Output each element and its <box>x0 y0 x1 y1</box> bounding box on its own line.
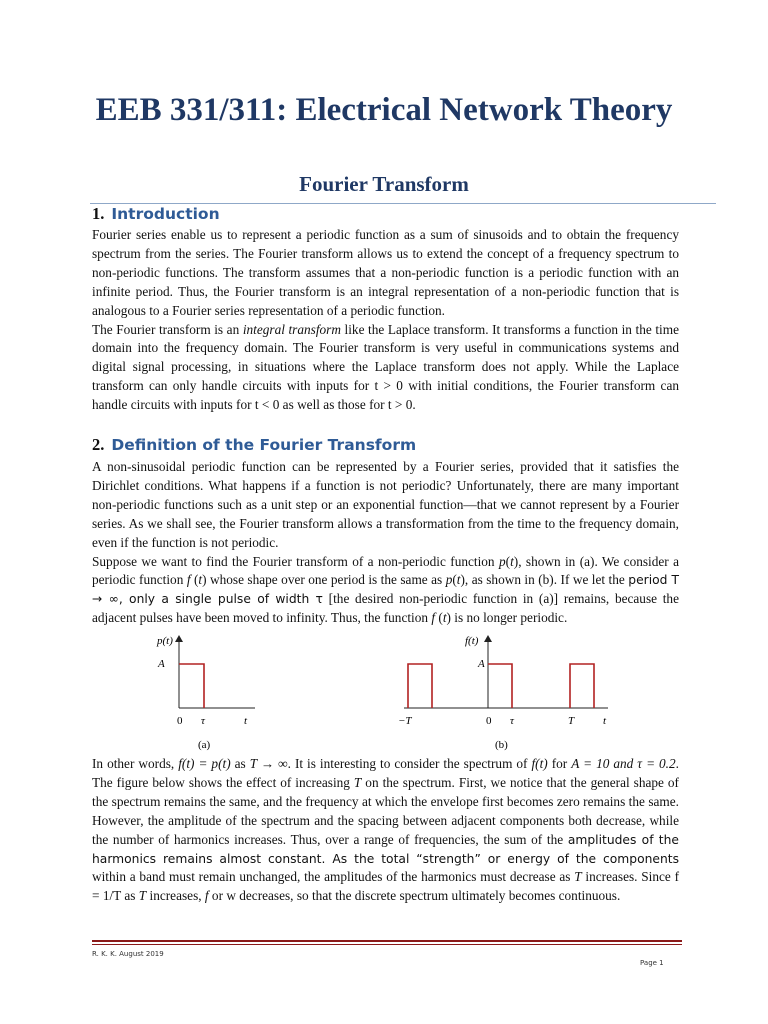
definition-body <box>92 458 679 628</box>
math-text: f(t) = p(t) <box>178 756 231 771</box>
math-text: T <box>574 869 582 885</box>
section-number: 2. <box>92 435 105 454</box>
text-run: or w decreases, so that the discrete spectrum ultimately becomes continuous. <box>208 888 621 904</box>
math-text: f <box>431 610 436 626</box>
section-heading-definition <box>92 435 416 455</box>
figure-a <box>156 635 255 751</box>
text-run: [the desired non-periodic function in (a)] remains, because the adjacent pulses have been moved to infinity. Thus, the function <box>92 591 679 626</box>
ylabel-f-of-t: f(t) <box>465 635 479 647</box>
text-run: as <box>230 756 250 771</box>
section-number: 1. <box>92 204 105 223</box>
xlabel-t: t <box>244 715 248 727</box>
document-subtitle: Fourier Transform <box>299 172 469 196</box>
footer-divider <box>92 940 682 942</box>
caption-a: (a) <box>198 739 211 751</box>
tick-tau: τ <box>201 715 205 727</box>
text-run: ( <box>190 572 199 588</box>
footer-author: R. K. K. August 2019 <box>92 950 164 958</box>
caption-b: (b) <box>495 739 508 751</box>
tick-zero: 0 <box>177 715 183 727</box>
math-text: p <box>445 572 453 588</box>
text-run: ( <box>435 610 443 626</box>
spectrum-body <box>92 755 679 906</box>
definition-paragraph-2 <box>92 553 679 629</box>
text-run: . It is interesting to consider the spectrum of <box>287 756 532 771</box>
introduction-body <box>92 226 679 415</box>
intro-paragraph-2 <box>92 321 679 416</box>
math-text: t <box>510 553 514 569</box>
xlabel-t: t <box>603 715 607 727</box>
page-number: Page 1 <box>640 959 664 967</box>
section-title: Introduction <box>111 205 220 223</box>
math-text: T <box>138 888 147 904</box>
math-text: T → ∞ <box>249 756 288 771</box>
periodic-pulse-center <box>488 664 512 708</box>
figure-b <box>398 635 608 751</box>
text-run: ( <box>452 572 457 588</box>
definition-paragraph-1: A non-sinusoidal periodic function can be represented by a Fourier series, provided that it satisfies the Dirichlet conditions. What happens if a function is not periodic? Unfortunately, there are many important non-periodic functions such as a unit step or an exponential function—that we cannot represent by a Fourier series. As we shall see, the Fourier transform allows a transformation from the time to the frequency domain, even if the function is not periodic. <box>92 459 679 550</box>
spectrum-paragraph <box>92 755 679 906</box>
document-title: EEB 331/311: Electrical Network Theory <box>95 92 673 128</box>
periodic-pulse-left <box>408 664 432 708</box>
tick-zero: 0 <box>486 715 492 727</box>
periodic-pulse-right <box>570 664 594 708</box>
math-text: t <box>198 572 203 588</box>
text-run: ( <box>505 553 511 569</box>
ylabel-p-of-t: p(t) <box>157 635 173 647</box>
text-run: ), shown in (a). We consider a periodic function <box>92 553 679 588</box>
intro-paragraph-1: Fourier series enable us to represent a periodic function as a sum of sinusoids and to obtain the frequency spectrum from the series. The Fourier transform allows us to extend the concept of a frequency spectrum to non-periodic functions. The transform assumes that a non-periodic function is a periodic function with an infinite period. Thus, the Fourier transform is an integral representation of a non-periodic function that is analogous to a Fourier series representation of a periodic function. <box>92 227 679 318</box>
math-text: f(t) <box>531 756 548 771</box>
math-text: p <box>498 553 506 569</box>
section-title: Definition of the Fourier Transform <box>111 436 417 454</box>
text-run: increases. Since f = 1/T as <box>92 869 679 904</box>
section-heading-introduction <box>92 204 220 224</box>
math-text: t <box>456 572 461 588</box>
sans-text-run: amplitudes of the harmonics remains almost constant. As the total “strength” or energy of the components <box>92 832 679 866</box>
text-run: ), as shown in (b). If we let the <box>460 572 629 588</box>
pulse-figure <box>140 628 620 753</box>
math-text: A = 10 and τ = 0.2 <box>571 756 676 771</box>
tick-tau: τ <box>510 715 514 727</box>
text-run: within a band must remain unchanged, the amplitudes of the harmonics must decrease as <box>92 869 575 885</box>
footer-divider-thin <box>92 944 682 945</box>
text-run: ) is no longer periodic. <box>446 610 568 626</box>
text-run: for <box>547 756 572 771</box>
text-run: In other words, <box>92 756 179 771</box>
text-run: The Fourier transform is an <box>92 321 243 337</box>
text-run: ) whose shape over one period is the same as <box>202 572 446 588</box>
tick-T: T <box>568 715 575 727</box>
emphasis-text: integral transform <box>242 321 341 337</box>
text-run: Suppose we want to find the Fourier transform of a non-periodic function <box>92 553 499 569</box>
math-text: f <box>204 888 209 904</box>
text-run: . The figure below shows the effect of increasing <box>92 756 679 790</box>
math-text: f <box>186 572 191 588</box>
math-text: T <box>353 774 362 790</box>
sans-text-run: period T → ∞, only a single pulse of width τ <box>92 573 679 607</box>
single-pulse <box>179 664 204 708</box>
text-run: on the spectrum. First, we notice that the general shape of the spectrum remains the same, and the frequency at which the envelope first becomes zero remains the same. However, the amplitude of the spectrum and the spacing between adjacent components both decrease, while the number of harmonics increases. Thus, over a range of frequencies, the sum of the <box>92 774 679 847</box>
amplitude-label: A <box>478 658 485 670</box>
text-run: increases, <box>146 888 205 904</box>
tick-minus-T: −T <box>398 715 412 727</box>
math-text: t <box>442 610 447 626</box>
text-run: like the Laplace transform. It transforms a function in the time domain into the frequency domain. The Fourier transform is very useful in communications systems and digital signal processing, in situations where the Laplace transform does not apply. While the Laplace transform can only handle circuits with inputs for t > 0 with initial conditions, the Fourier transform can handle circuits with inputs for t < 0 as well as those for t > 0. <box>92 321 679 413</box>
amplitude-label: A <box>158 658 165 670</box>
